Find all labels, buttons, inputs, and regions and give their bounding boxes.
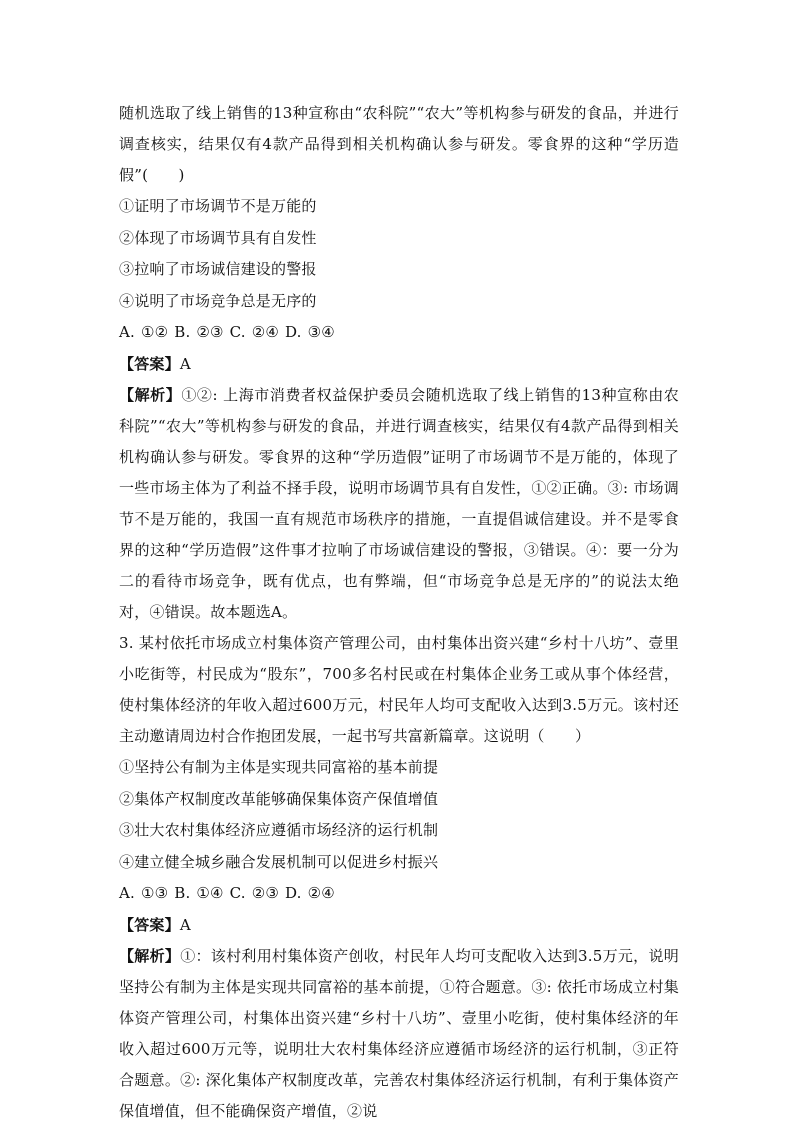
analysis-label: 【解析】: [119, 947, 181, 965]
question-3-option-1: ①坚持公有制为主体是实现共同富裕的基本前提: [119, 758, 439, 776]
question-2-analysis: [119, 380, 679, 628]
analysis-text: ①：该村利用村集体资产创收，村民年人均可支配收入达到3.5万元，说明坚持公有制为主体是实现共同富裕的基本前提，①符合题意。③: 依托市场成立村集体资产管理公司，村集体出资兴建“乡村十八坊”、壹里小吃街，使村集体经济的年收入超过600万元等，说明壮大农村集体经济应遵循市场经济的运行机制，③正符合题意。②: 深化集体产权制度改革，完善农村集体经济运行机制，有利于集体资产保值增值，但不能确保资产增值，②说: [119, 947, 679, 1120]
question-2-stem: 随机选取了线上销售的13种宣称由“农科院”“农大”等机构参与研发的食品，并进行调查核实，结果仅有4款产品得到相关机构确认参与研发。零食界的这种“学历造假”( ): [119, 104, 679, 184]
question-2-answer: [119, 349, 679, 381]
question-3-analysis: [119, 941, 679, 1127]
question-2-option-3: ③拉响了市场诚信建设的警报: [119, 260, 317, 278]
question-3-option-2: ②集体产权制度改革能够确保集体资产保值增值: [119, 789, 439, 808]
answer-label: 【答案】: [119, 915, 180, 934]
document-page: [119, 98, 679, 1127]
question-3-choices: A. ①③ B. ①④ C. ②③ D. ②④: [119, 884, 335, 902]
question-3-option-3: ③壮大农村集体经济应遵循市场经济的运行机制: [119, 821, 439, 839]
question-2-option-4: ④说明了市场竞争总是无序的: [119, 291, 317, 310]
question-3-answer: [119, 910, 679, 942]
analysis-text: ①②: 上海市消费者权益保护委员会随机选取了线上销售的13种宣称由农科院”“农大”等机构参与研发的食品，并进行调查核实，结果仅有4款产品得到相关机构确认参与研发。零食界的这种“学历造假”证明了市场调节不是万能的，体现了一些市场主体为了利益不择手段，说明市场调节具有自发性，①②正确。③: 市场调节不是万能的，我国一直有规范市场秩序的措施，一直提倡诚信建设。并不是零食界的这种“学历造假”这件事才拉响了市场诚信建设的警报，③错误。④：要一分为二的看待市场竞争，既有优点，也有弊端，但“市场竞争总是无序的”的说法太绝对，④错误。故本题选A。: [119, 386, 679, 621]
answer-value: A: [179, 915, 191, 934]
question-2-option-2: ②体现了市场调节具有自发性: [119, 228, 317, 247]
answer-value: A: [179, 354, 191, 373]
question-3-option-4: ④建立健全城乡融合发展机制可以促进乡村振兴: [119, 852, 439, 871]
question-3-stem: 3. 某村依托市场成立村集体资产管理公司，由村集体出资兴建“乡村十八坊”、壹里小吃街等，村民成为“股东”，700多名村民或在村集体企业务工或从事个体经营，使村集体经济的年收入超过600万元，村民年人均可支配收入达到3.5万元。该村还主动邀请周边村合作抱团发展，一起书写共富新篇章。这说明（ ）: [119, 634, 679, 745]
question-2-choices: A. ①② B. ②③ C. ②④ D. ③④: [119, 323, 335, 341]
answer-label: 【答案】: [119, 354, 180, 373]
analysis-label: 【解析】: [119, 386, 182, 404]
question-2-option-1: ①证明了市场调节不是万能的: [119, 197, 317, 215]
